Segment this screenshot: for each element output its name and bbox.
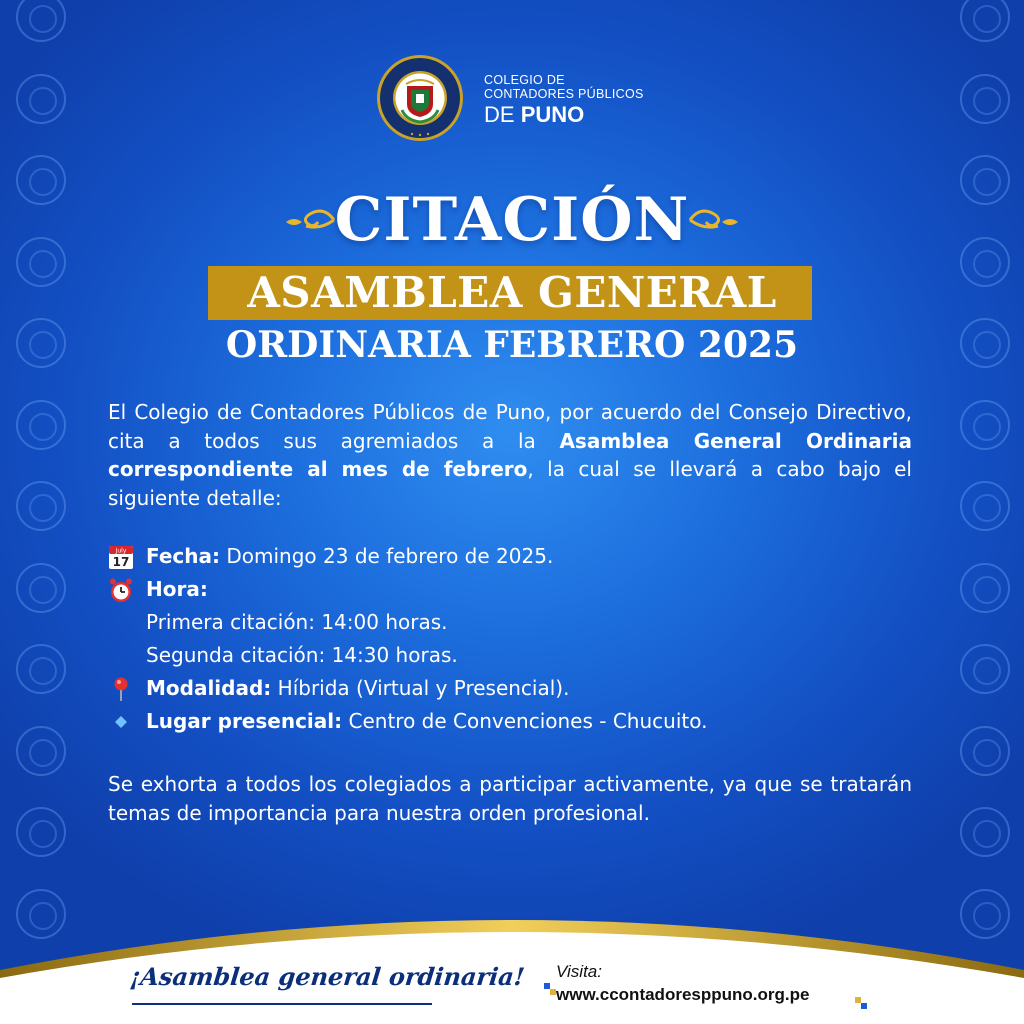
right-medallion-column [944, 0, 1024, 1024]
org-name-city: PUNO [520, 102, 585, 127]
website-link[interactable]: www.ccontadoresppuno.org.pe [556, 985, 810, 1004]
modalidad-label: Modalidad: [146, 676, 272, 700]
intro-bold-text: Asamblea General Ordinaria correspondiente al mes de febrero [108, 428, 912, 481]
left-medallion-column [0, 0, 80, 1024]
organization-name [484, 73, 644, 128]
decorative-medallion [16, 481, 66, 531]
detail-lugar [108, 705, 928, 738]
detail-primera-citacion [108, 606, 928, 639]
hora-label: Hora: [146, 577, 208, 601]
decorative-medallion [960, 644, 1010, 694]
intro-text-2: , la cual se llevará a cabo bajo el siguiente detalle: [108, 457, 912, 510]
segunda-citacion-text: Segunda citación: 14:30 horas. [146, 643, 458, 667]
lugar-text [146, 705, 707, 738]
calendar-month: July [115, 547, 127, 555]
accent-square [861, 1003, 867, 1009]
fecha-label: Fecha: [146, 544, 221, 568]
lugar-value: Centro de Convenciones - Chucuito. [342, 709, 708, 733]
decorative-medallion [960, 726, 1010, 776]
decorative-medallion [960, 807, 1010, 857]
decorative-medallion [16, 563, 66, 613]
decorative-medallion [16, 644, 66, 694]
intro-paragraph [108, 398, 912, 512]
calendar-icon [108, 544, 134, 570]
detail-hora [108, 573, 928, 606]
org-name-prefix: DE [484, 102, 515, 127]
decorative-medallion [960, 400, 1010, 450]
college-seal-logo [376, 54, 464, 142]
decorative-medallion [16, 400, 66, 450]
decorative-medallion [16, 74, 66, 124]
org-name-line3 [484, 102, 644, 128]
modalidad-value: Híbrida (Virtual y Presencial). [271, 676, 570, 700]
decorative-medallion [960, 0, 1010, 42]
slogan: ¡Asamblea general ordinaria! [128, 962, 527, 991]
org-name-line1: COLEGIO DE [484, 73, 565, 87]
slogan-underline [132, 1003, 432, 1005]
decorative-medallion [16, 807, 66, 857]
diamond-bullet-icon [108, 709, 134, 735]
decorative-medallion [16, 0, 66, 42]
lugar-label: Lugar presencial: [146, 709, 343, 733]
fecha-text [146, 540, 553, 573]
calendar-day: 17 [112, 555, 130, 569]
pin-icon [108, 676, 134, 702]
details-list [108, 540, 928, 738]
decorative-medallion [960, 481, 1010, 531]
visit-label: Visita: [556, 962, 602, 981]
fecha-value: Domingo 23 de febrero de 2025. [220, 544, 554, 568]
subtitle: ORDINARIA FEBRERO 2025 [225, 324, 799, 366]
intro-text-1: El Colegio de Contadores Públicos de Puno, por acuerdo del Consejo Directivo, cita a todos sus agremiados a la [108, 400, 912, 453]
detail-segunda-citacion [108, 639, 928, 672]
decorative-medallion [16, 726, 66, 776]
primera-citacion-text: Primera citación: 14:00 horas. [146, 610, 448, 634]
modalidad-text [146, 672, 569, 705]
detail-modalidad [108, 672, 928, 705]
hora-text [146, 573, 208, 606]
org-name-line2: CONTADORES PÚBLICOS [484, 87, 644, 101]
closing-paragraph: Se exhorta a todos los colegiados a participar activamente, ya que se tratarán temas de importancia para nuestra orden profesional. [108, 772, 912, 825]
gold-title: ASAMBLEA GENERAL [247, 268, 777, 317]
decorative-medallion [960, 563, 1010, 613]
main-title: CITACIÓN [334, 185, 690, 255]
detail-fecha [108, 540, 928, 573]
title-container [0, 185, 1024, 255]
decorative-medallion [960, 74, 1010, 124]
alarm-clock-icon [108, 577, 134, 603]
